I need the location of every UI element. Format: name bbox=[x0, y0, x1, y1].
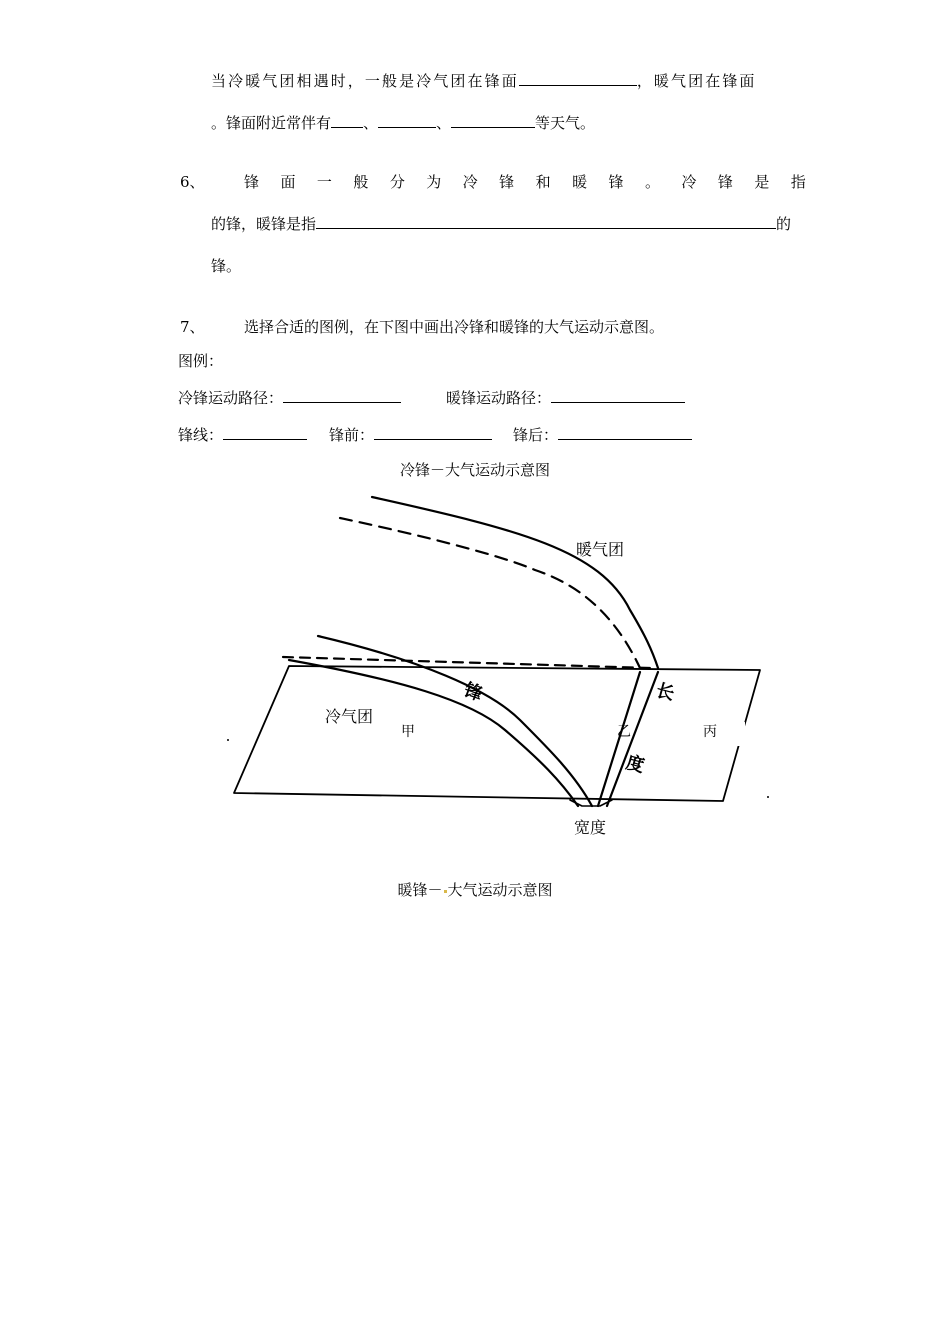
q6-line1 bbox=[244, 172, 806, 192]
warm-front-diagram-title bbox=[0, 880, 950, 900]
warm-title-part-a: 暖锋－ bbox=[397, 881, 443, 899]
q5-text-1b: ，暖气团在锋面 bbox=[636, 72, 757, 90]
length-line-2 bbox=[607, 672, 658, 806]
front-diagram bbox=[0, 480, 950, 880]
legend-row-1b bbox=[446, 388, 685, 408]
cold-air-mass-label: 冷气团 bbox=[325, 707, 374, 726]
q6-char: 指 bbox=[790, 173, 806, 191]
cold-front-surface-lower bbox=[289, 660, 578, 806]
yellow-dot-mark bbox=[444, 890, 447, 893]
cold-front-diagram-title: 冷锋－大气运动示意图 bbox=[399, 461, 550, 479]
warm-air-mass-label: 暖气团 bbox=[576, 540, 625, 559]
front-line-label: 锋线： bbox=[178, 426, 224, 444]
q6-char: 。 bbox=[644, 173, 660, 191]
q5-blank-weather-1 bbox=[331, 113, 363, 128]
q6-char: 般 bbox=[353, 173, 369, 191]
white-mask bbox=[731, 722, 745, 746]
ground-plane bbox=[234, 666, 760, 801]
q6-char: 分 bbox=[389, 173, 405, 191]
q5-line1 bbox=[211, 71, 757, 91]
q5-sep-1: 、 bbox=[363, 114, 379, 132]
legend-row-2c bbox=[513, 425, 692, 445]
width-label: 宽度 bbox=[574, 818, 607, 837]
q6-line3: 锋。 bbox=[211, 257, 242, 275]
q6-char: 为 bbox=[426, 173, 442, 191]
front-before-blank bbox=[374, 425, 492, 440]
length-label-char2: 度 bbox=[623, 752, 647, 777]
q5-text-1a: 当冷暖气团相遇时，一般是冷气团在锋面 bbox=[211, 72, 519, 90]
front-after-blank bbox=[558, 425, 692, 440]
label-yi: 乙 bbox=[617, 724, 631, 740]
q6-char: 和 bbox=[535, 173, 551, 191]
q6-char: 锋 bbox=[499, 173, 515, 191]
legend-title: 图例： bbox=[178, 352, 224, 370]
q5-text-2b: 等天气。 bbox=[535, 114, 596, 132]
q6-char: 一 bbox=[316, 173, 332, 191]
q6-char: 锋 bbox=[717, 173, 733, 191]
q5-line2 bbox=[211, 113, 595, 133]
warm-path-blank bbox=[551, 388, 685, 403]
q6-blank-warm-definition bbox=[316, 214, 776, 229]
q6-text-2b: 的 bbox=[776, 215, 792, 233]
legend-row-1 bbox=[178, 388, 401, 408]
q6-char: 面 bbox=[280, 173, 296, 191]
warm-front-surface-upper bbox=[372, 497, 658, 668]
dot-right bbox=[767, 796, 769, 798]
q5-blank-weather-3 bbox=[451, 113, 535, 128]
q6-char: 暖 bbox=[572, 173, 588, 191]
front-before-label: 锋前： bbox=[329, 426, 375, 444]
q6-char: 锋 bbox=[244, 173, 260, 191]
q7-number: 7、 bbox=[180, 318, 205, 336]
label-jia: 甲 bbox=[401, 724, 415, 740]
warm-title-part-b: 大气运动示意图 bbox=[447, 881, 553, 899]
legend-row-2a bbox=[178, 425, 307, 445]
q6-number: 6、 bbox=[180, 173, 205, 191]
q6-char: 锋 bbox=[608, 173, 624, 191]
q7-text: 选择合适的图例，在下图中画出冷锋和暖锋的大气运动示意图。 bbox=[244, 318, 665, 336]
front-after-label: 锋后： bbox=[513, 426, 559, 444]
front-line-blank bbox=[223, 425, 307, 440]
label-bing: 丙 bbox=[703, 724, 717, 740]
cold-path-label: 冷锋运动路径： bbox=[178, 389, 284, 407]
dot-left bbox=[227, 739, 229, 741]
legend-row-2b bbox=[329, 425, 492, 445]
q6-char: 冷 bbox=[462, 173, 478, 191]
q5-sep-2: 、 bbox=[436, 114, 452, 132]
warm-path-label: 暖锋运动路径： bbox=[446, 389, 552, 407]
length-label-char1: 长 bbox=[653, 680, 677, 705]
front-label: 锋 bbox=[461, 679, 486, 706]
q6-line2 bbox=[211, 214, 791, 234]
q5-text-2a: 。锋面附近常伴有 bbox=[211, 114, 332, 132]
q5-blank-weather-2 bbox=[378, 113, 436, 128]
q6-char: 是 bbox=[754, 173, 770, 191]
cold-path-blank bbox=[283, 388, 401, 403]
q6-char: 冷 bbox=[681, 173, 697, 191]
q6-text-2a: 的锋，暖锋是指 bbox=[211, 215, 317, 233]
q5-blank-cold-position bbox=[519, 71, 637, 86]
